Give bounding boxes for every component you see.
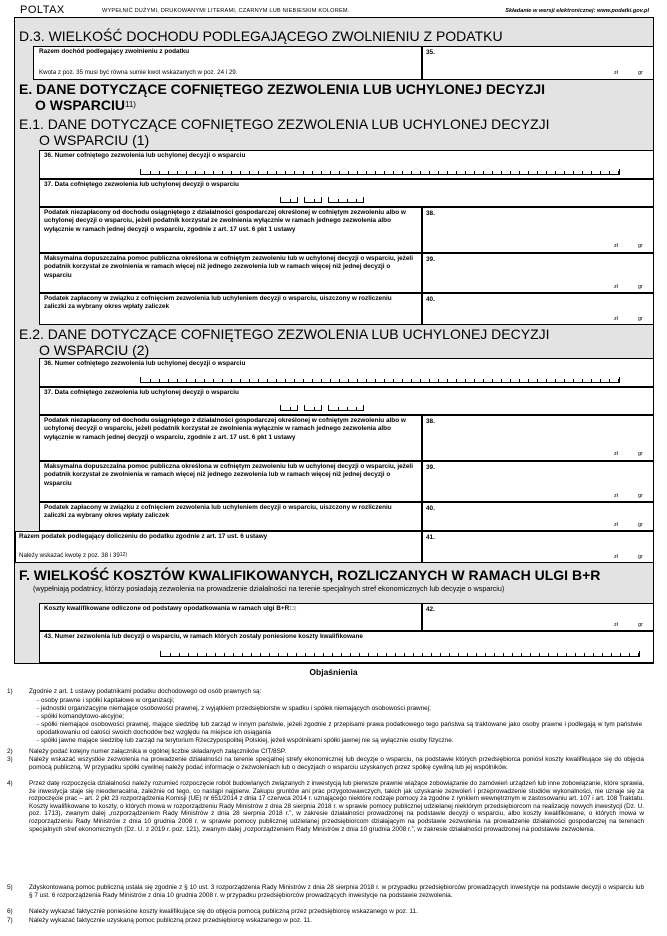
row-38-e2-label-cell [39, 415, 422, 461]
char-box-divider [609, 379, 610, 383]
page-header [14, 2, 653, 18]
row-42-label [44, 605, 296, 613]
char-box-divider [294, 171, 295, 175]
row-39-e2-label-cell [39, 461, 422, 502]
char-box-divider [314, 407, 315, 411]
char-box-divider [528, 171, 529, 175]
char-box-divider [231, 171, 232, 175]
char-box-divider [564, 379, 565, 383]
char-boxes [140, 169, 620, 175]
date-month-boxes [304, 197, 322, 203]
field-39-e2-number: 39. [426, 464, 435, 471]
char-box-divider [240, 171, 241, 175]
char-box-divider [341, 653, 342, 657]
char-box-divider [395, 653, 396, 657]
char-box-divider [177, 171, 178, 175]
field-36-e1[interactable] [39, 150, 654, 179]
char-box-divider [467, 653, 468, 657]
row-38-e1-label-cell [39, 207, 422, 253]
char-box-divider [269, 653, 270, 657]
footnote-text: - spółki komandytowo-akcyjne; [37, 713, 125, 720]
field-36-e1-label: 36. Numer cofniętego zezwolenia lub uchylonej decyzji o wsparciu [44, 152, 246, 159]
char-box-divider [366, 379, 367, 383]
row-41-note-text: Należy wskazać kwotę z poz. 38 i 39 [19, 552, 120, 559]
section-e-title-line2: O WSPARCIU [35, 97, 125, 113]
char-box-divider [447, 379, 448, 383]
fill-instruction: WYPEŁNIĆ DUŻYMI, DRUKOWANYMI LITERAMI, CZARNYM LUB NIEBIESKIM KOLOREM. [102, 8, 350, 14]
footnote-text: - jednostki organizacyjne niemające osobowości prawnej, z wyjątkiem przedsiębiorstw w spadku i spółek niemających osobowości prawnej; [37, 705, 431, 712]
char-box-divider [458, 653, 459, 657]
char-box-divider [177, 379, 178, 383]
char-box-divider [519, 171, 520, 175]
char-box-divider [377, 653, 378, 657]
row-42-label-cell [39, 603, 422, 631]
char-box-divider [350, 653, 351, 657]
char-box-divider [440, 653, 441, 657]
char-box-divider [276, 171, 277, 175]
char-box-divider [356, 407, 357, 411]
row-40-e2-label: Podatek zapłacony w związku z cofnięciem zezwolenia lub uchyleniem decyzji o wsparciu, uiszczony w rozliczeniu zaliczki za wybrany okres wpłaty zaliczek [44, 504, 392, 520]
char-boxes [140, 377, 620, 383]
unit-zl: zł [614, 554, 618, 560]
char-box-divider [474, 171, 475, 175]
char-box-divider [330, 379, 331, 383]
section-e1-title [19, 116, 550, 148]
footnote-text: - spółki niemające osobowości prawnej, mające siedzibę lub zarząd w innym państwie, jeżeli zgodnie z przepisami prawa podatkowego tego państwa są traktowane jako osoby prawne i podlegają w tym państwie opodatkowaniu od całości swoich dochodów bez względu na miejsce ich osiągania [37, 721, 642, 736]
char-box-divider [195, 171, 196, 175]
char-box-divider [483, 171, 484, 175]
char-box-divider [267, 171, 268, 175]
char-box-divider [404, 653, 405, 657]
field-39-e2[interactable] [422, 461, 654, 502]
char-box-divider [456, 379, 457, 383]
char-box-divider [375, 171, 376, 175]
char-box-divider [303, 379, 304, 383]
section-e-title [19, 81, 545, 113]
char-box-divider [339, 171, 340, 175]
footnote-text: - spółki jawne mające siedzibę lub zarząd na terytorium Rzeczypospolitej Polskiej, jeżeli wspólnikami spółki jawnej nie są wyłącznie osoby fizyczne. [37, 737, 454, 744]
char-box-divider [338, 199, 339, 203]
char-box-divider [537, 171, 538, 175]
char-box-divider [555, 379, 556, 383]
field-38-e1[interactable] [422, 207, 654, 253]
row-41-label-cell [15, 531, 422, 563]
char-box-divider [519, 379, 520, 383]
char-box-divider [483, 379, 484, 383]
field-40-e2-number: 40. [426, 505, 435, 512]
row-40-e2-label-cell [39, 502, 422, 531]
char-box-divider [186, 171, 187, 175]
row-38-e2-label: Podatek niezapłacony od dochodu osiągniętego z działalności gospodarczej określonej w cofniętym zezwoleniu albo w uchylonej decyzji o wsparciu, jeżeli podatnik korzystał ze zwolnienia wyłącznie w ramach jednego zezwolenia albo wyłącznie w ramach jednej decyzji o wsparciu, zgodnie z art. 17 ust. 6 pkt 1 ustawy [44, 417, 406, 441]
char-box-divider [159, 171, 160, 175]
footnote-number: 6) [7, 908, 13, 915]
char-box-divider [429, 171, 430, 175]
field-42[interactable] [422, 603, 654, 631]
char-box-divider [357, 171, 358, 175]
char-box-divider [431, 653, 432, 657]
char-box-divider [357, 379, 358, 383]
char-box-divider [573, 379, 574, 383]
char-box-divider [348, 379, 349, 383]
char-boxes [160, 651, 640, 657]
char-box-divider [233, 653, 234, 657]
char-box-divider [420, 379, 421, 383]
explanations-title: Objaśnienia [309, 667, 358, 677]
unit-gr: gr [638, 284, 643, 290]
footnote-text: Zgodnie z art. 1 ustawy podatnikami podatku dochodowego od osób prawnych są: [29, 688, 262, 695]
field-37-e2-label: 37. Data cofniętego zezwolenia lub uchylonej decyzji o wsparciu [44, 389, 239, 396]
field-37-e1[interactable] [39, 179, 654, 207]
char-box-divider [449, 653, 450, 657]
field-39-e1-number: 39. [426, 256, 435, 263]
footnote-text: Należy wykazać faktycznie uzyskaną pomoc publiczną przez przedsiębiorcę wskazanego w poz. 11. [29, 917, 312, 924]
char-box-divider [384, 379, 385, 383]
char-box-divider [546, 171, 547, 175]
field-40-e2[interactable] [422, 502, 654, 531]
char-box-divider [501, 379, 502, 383]
footnote-number: 7) [7, 917, 13, 924]
char-box-divider [521, 653, 522, 657]
field-36-e2-label: 36. Numer cofniętego zezwolenia lub uchylonej decyzji o wsparciu [44, 360, 246, 367]
char-box-divider [638, 653, 639, 657]
char-box-divider [503, 653, 504, 657]
char-box-divider [314, 653, 315, 657]
field-38-e2-number: 38. [426, 418, 435, 425]
char-box-divider [512, 653, 513, 657]
char-box-divider [420, 171, 421, 175]
char-box-divider [278, 653, 279, 657]
char-box-divider [566, 653, 567, 657]
char-box-divider [359, 653, 360, 657]
unit-gr: gr [638, 451, 643, 457]
char-box-divider [347, 199, 348, 203]
brand-logo: POLTAX [20, 4, 65, 16]
char-box-divider [575, 653, 576, 657]
char-box-divider [249, 379, 250, 383]
char-box-divider [447, 171, 448, 175]
char-box-divider [582, 171, 583, 175]
char-box-divider [393, 379, 394, 383]
date-year-boxes [328, 405, 364, 411]
footnote-number: 5) [7, 884, 13, 891]
char-box-divider [224, 653, 225, 657]
char-box-divider [492, 379, 493, 383]
char-box-divider [321, 379, 322, 383]
char-box-divider [402, 379, 403, 383]
field-40-e1-number: 40. [426, 296, 435, 303]
footnote-text: Należy podać kolejny numer załącznika w ogólnej liczbie składanych załączników CIT/8SP. [29, 748, 287, 755]
unit-gr: gr [638, 243, 643, 249]
section-d3-title: D.3. WIELKOŚĆ DOCHODU PODLEGAJĄCEGO ZWOLNIENIU Z PODATKU [19, 28, 503, 44]
char-box-divider [485, 653, 486, 657]
char-box-divider [303, 171, 304, 175]
field-42-number: 42. [426, 606, 435, 613]
field-35[interactable] [422, 46, 654, 80]
row-42-label-text: Koszty kwalifikowane odliczone od podstawy opodatkowania w ramach ulgi B+R [44, 605, 290, 612]
unit-gr: gr [638, 493, 643, 499]
unit-zl: zł [614, 284, 618, 290]
char-box-divider [393, 171, 394, 175]
char-box-divider [356, 199, 357, 203]
unit-zl: zł [614, 622, 618, 628]
char-box-divider [555, 171, 556, 175]
char-box-divider [600, 171, 601, 175]
row-41-label: Razem podatek podlegający doliczeniu do podatku zgodnie z art. 17 ust. 6 ustawy [19, 533, 268, 540]
footnote-text: Należy wykazać faktycznie poniesione koszty kwalifikujące się do objęcia pomocą publiczną przez przedsiębiorcę wskazanego w poz. 11. [29, 908, 418, 915]
char-box-divider [564, 171, 565, 175]
char-box-divider [593, 653, 594, 657]
char-box-divider [186, 379, 187, 383]
form-body [14, 17, 654, 664]
unit-gr: gr [638, 522, 643, 528]
char-box-divider [159, 379, 160, 383]
row-40-e1-label: Podatek zapłacony w związku z cofnięciem zezwolenia lub uchyleniem decyzji o wsparciu, uiszczony w rozliczeniu zaliczki za wybrany okres wpłaty zaliczek [44, 295, 392, 311]
footnote-number: 3) [7, 756, 13, 763]
char-box-divider [501, 171, 502, 175]
row-41-note [19, 552, 127, 559]
char-box-divider [557, 653, 558, 657]
section-e1-title-line1: E.1. DANE DOTYCZĄCE COFNIĘTEGO ZEZWOLENIA LUB UCHYLONEJ DECYZJI [19, 116, 550, 132]
char-box-divider [188, 653, 189, 657]
char-box-divider [258, 171, 259, 175]
field-41[interactable] [422, 531, 654, 563]
char-box-divider [375, 379, 376, 383]
date-month-boxes [304, 405, 322, 411]
char-box-divider [321, 171, 322, 175]
char-box-divider [204, 379, 205, 383]
field-38-e1-number: 38. [426, 210, 435, 217]
char-box-divider [150, 379, 151, 383]
unit-zl: zł [614, 243, 618, 249]
char-box-divider [323, 653, 324, 657]
char-box-divider [215, 653, 216, 657]
char-box-divider [438, 171, 439, 175]
unit-zl: zł [614, 316, 618, 322]
field-37-e2[interactable] [39, 387, 654, 415]
char-box-divider [600, 379, 601, 383]
char-box-divider [411, 379, 412, 383]
char-box-divider [213, 171, 214, 175]
unit-zl: zł [614, 70, 618, 76]
char-box-divider [285, 171, 286, 175]
char-box-divider [305, 653, 306, 657]
char-box-divider [330, 171, 331, 175]
char-box-divider [609, 171, 610, 175]
field-37-e1-label: 37. Data cofniętego zezwolenia lub uchylonej decyzji o wsparciu [44, 181, 239, 188]
section-e2-title-line1: E.2. DANE DOTYCZĄCE COFNIĘTEGO ZEZWOLENIA LUB UCHYLONEJ DECYZJI [19, 326, 550, 342]
char-box-divider [332, 653, 333, 657]
char-box-divider [618, 171, 619, 175]
char-box-divider [465, 379, 466, 383]
char-box-divider [386, 653, 387, 657]
section-e-footnote-ref: 11) [124, 100, 136, 109]
date-year-boxes [328, 197, 364, 203]
section-e2-title [19, 326, 550, 358]
char-box-divider [312, 171, 313, 175]
char-box-divider [348, 171, 349, 175]
char-box-divider [591, 379, 592, 383]
field-43[interactable] [39, 631, 654, 663]
char-box-divider [413, 653, 414, 657]
section-e1-title-line2: O WSPARCIU (1) [39, 132, 150, 148]
row-39-e2-label: Maksymalna dopuszczalna pomoc publiczna określona w cofniętym zezwoleniu lub w uchylonej decyzji o wsparciu, jeżeli podatnik korzystał ze zwolnienia w ramach więcej niż jednego zezwolenia lub w ramach więcej niż jednej decyzji o wsparciu [44, 463, 413, 487]
footnote-number: 1) [7, 688, 13, 695]
char-box-divider [222, 171, 223, 175]
char-box-divider [170, 653, 171, 657]
char-box-divider [242, 653, 243, 657]
char-box-divider [611, 653, 612, 657]
char-box-divider [546, 379, 547, 383]
row-40-e1-label-cell [39, 293, 422, 325]
char-box-divider [602, 653, 603, 657]
char-box-divider [287, 653, 288, 657]
char-box-divider [260, 653, 261, 657]
char-box-divider [465, 171, 466, 175]
field-35-number: 35. [426, 49, 435, 56]
char-box-divider [539, 653, 540, 657]
char-box-divider [368, 653, 369, 657]
char-box-divider [528, 379, 529, 383]
char-box-divider [150, 171, 151, 175]
char-box-divider [422, 653, 423, 657]
char-box-divider [573, 171, 574, 175]
row-38-e1-label: Podatek niezapłacony od dochodu osiągniętego z działalności gospodarczej określonej w cofniętym zezwoleniu albo w uchylonej decyzji o wsparciu, jeżeli podatnik korzystał ze zwolnienia wyłącznie w ramach jednego zezwolenia albo wyłącznie w ramach jednej decyzji o wsparciu, zgodnie z art. 17 ust. 6 pkt 1 ustawy [44, 209, 406, 233]
row-39-e1-label: Maksymalna dopuszczalna pomoc publiczna określona w cofniętym zezwoleniu lub w uchylonej decyzji o wsparciu, jeżeli podatnik korzystał ze zwolnienia w ramach więcej niż jednego zezwolenia lub w ramach więcej niż jednej decyzji o wsparciu [44, 255, 413, 279]
section-e-title-line1: E. DANE DOTYCZĄCE COFNIĘTEGO ZEZWOLENIA LUB UCHYLONEJ DECYZJI [19, 81, 546, 97]
date-day-boxes [280, 405, 298, 411]
unit-zl: zł [614, 522, 618, 528]
char-box-divider [249, 171, 250, 175]
footnote-text: Należy wskazać wszystkie zezwolenia na prowadzenie działalności na terenie specjalnej strefy ekonomicznej lub decyzje o wsparciu, na podstawie których przedsiębiorca poniósł koszty kwalifikujące się do objęcia pomocą publiczną. W przypadku spółki cywilnej należy podać informacje o zezwoleniach lub o decyzjach o wsparciu uzyskanych przez spółkę cywilną lub jej wspólników. [29, 756, 644, 771]
char-box-divider [314, 199, 315, 203]
char-box-divider [290, 407, 291, 411]
char-box-divider [510, 379, 511, 383]
char-box-divider [438, 379, 439, 383]
field-39-e1[interactable] [422, 253, 654, 293]
char-box-divider [456, 171, 457, 175]
char-box-divider [620, 653, 621, 657]
char-box-divider [258, 379, 259, 383]
section-f-title: F. WIELKOŚĆ KOSZTÓW KWALIFIKOWANYCH, ROZLICZANYCH W RAMACH ULGI B+R [19, 567, 601, 583]
section-e2-title-line2: O WSPARCIU (2) [39, 342, 150, 358]
char-box-divider [582, 379, 583, 383]
row-35-note: Kwota z poz. 35 musi być równa sumie kwot wskazanych w poz. 24 i 29. [39, 69, 238, 76]
char-box-divider [179, 653, 180, 657]
footnote-text: Zdyskontowaną pomoc publiczną ustala się zgodnie z § 10 ust. 3 rozporządzenia Rady Ministrów z dnia 28 sierpnia 2018 r. w przypadku przedsiębiorców prowadzących inwestycje na podstawie decyzji o wsparciu lub § 7 ust. 6 rozporządzenia Rady Ministrów z dnia 10 grudnia 2008 r. w przypadku przedsiębiorców prowadzących inwestycje na podstawie zezwolenia. [29, 884, 644, 899]
char-box-divider [251, 653, 252, 657]
footnote-number: 4) [7, 780, 13, 787]
char-box-divider [296, 653, 297, 657]
char-box-divider [584, 653, 585, 657]
char-box-divider [267, 379, 268, 383]
unit-gr: gr [638, 316, 643, 322]
char-box-divider [168, 171, 169, 175]
char-box-divider [384, 171, 385, 175]
electronic-submission-note: Składanie w wersji elektronicznej: www.podatki.gov.pl [505, 8, 649, 14]
char-box-divider [290, 199, 291, 203]
char-box-divider [197, 653, 198, 657]
row-41-footnote-ref: 12) [119, 552, 127, 558]
char-box-divider [411, 171, 412, 175]
unit-zl: zł [614, 451, 618, 457]
row-42-footnote-ref: 13) [289, 606, 297, 612]
char-box-divider [204, 171, 205, 175]
char-box-divider [312, 379, 313, 383]
char-box-divider [494, 653, 495, 657]
field-40-e1[interactable] [422, 293, 654, 325]
char-box-divider [240, 379, 241, 383]
char-box-divider [492, 171, 493, 175]
char-box-divider [510, 171, 511, 175]
char-box-divider [338, 407, 339, 411]
char-box-divider [294, 379, 295, 383]
char-box-divider [339, 379, 340, 383]
unit-gr: gr [638, 554, 643, 560]
footnote-text: - osoby prawne i spółki kapitałowe w organizacji; [37, 697, 175, 704]
char-box-divider [537, 379, 538, 383]
field-41-number: 41. [426, 534, 435, 541]
char-box-divider [402, 171, 403, 175]
field-38-e2[interactable] [422, 415, 654, 461]
field-43-label: 43. Numer zezwolenia lub decyzji o wsparciu, w ramach których zostały poniesione koszty kwalifikowane [44, 633, 363, 640]
char-box-divider [474, 379, 475, 383]
char-box-divider [591, 171, 592, 175]
footnote-number: 2) [7, 748, 13, 755]
char-box-divider [548, 653, 549, 657]
char-box-divider [285, 379, 286, 383]
char-box-divider [168, 379, 169, 383]
footnote-text: Przez datę rozpoczęcia działalności należy rozumieć rozpoczęcie robót budowlanych związanych z inwestycją lub pierwsze prawnie wiążące zobowiązanie do zamówień urządzeń lub inne zobowiązanie, które sprawia, że inwestycja staje się nieodwracalna, zależnie od tego, co nastąpi najpierw. Zakupu gruntów ani prac przygotowawczych, takich jak uzyskanie zezwoleń i przeprowadzenie studiów wykonalności, nie uznaje się za rozpoczęcie prac – art. 2 pkt 23 rozporządzenia Komisji (UE) nr 651/2014 z dnia 17 czerwca 2014 r. uznającego niektóre rodzaje pomocy za zgodne z rynkiem wewnętrznym w zastosowaniu art. 107 i art. 108 Traktatu. Koszty kwalifikowane to koszty, o których mowa w rozporządzeniu Rady Ministrów z dnia 28 sierpnia 2018 r. w sprawie pomocy publicznej udzielanej niektórym przedsiębiorcom na realizację nowych inwestycji (Dz. U. poz. 1713), zwanym dalej „rozporządzeniem Rady Ministrów z dnia 28 sierpnia 2018 r.”, w zakresie działalności prowadzonej na podstawie decyzji o wsparciu, albo koszty kwalifikowane, o których mowa w rozporządzeniu Rady Ministrów z dnia 10 grudnia 2008 r. w sprawie pomocy publicznej udzielanej przedsiębiorcom działającym na podstawie zezwolenia na prowadzenie działalności gospodarczej na terenach specjalnych stref ekonomicznych (Dz. U. z 2019 r. poz. 121), zwanym dalej „rozporządzeniem Rady Ministrów z dnia 10 grudnia 2008 r.”, w zakresie działalności prowadzonej na podstawie zezwolenia. [29, 780, 644, 833]
char-box-divider [195, 379, 196, 383]
date-day-boxes [280, 197, 298, 203]
section-f-subtitle: (wypełniają podatnicy, którzy posiadają zezwolenia na prowadzenie działalności na terenie specjalnych stref ekonomicznych lub decyzje o wsparciu) [33, 584, 505, 593]
char-box-divider [206, 653, 207, 657]
unit-zl: zł [614, 493, 618, 499]
char-box-divider [213, 379, 214, 383]
char-box-divider [476, 653, 477, 657]
char-box-divider [347, 407, 348, 411]
row-35-label: Razem dochód podlegający zwolnieniu z podatku [39, 48, 190, 55]
char-box-divider [366, 171, 367, 175]
char-box-divider [629, 653, 630, 657]
unit-gr: gr [638, 70, 643, 76]
char-box-divider [276, 379, 277, 383]
char-box-divider [231, 379, 232, 383]
field-36-e2[interactable] [39, 358, 654, 387]
char-box-divider [530, 653, 531, 657]
unit-gr: gr [638, 622, 643, 628]
row-35-label-cell [33, 46, 422, 80]
char-box-divider [222, 379, 223, 383]
char-box-divider [429, 379, 430, 383]
row-39-e1-label-cell [39, 253, 422, 293]
char-box-divider [618, 379, 619, 383]
